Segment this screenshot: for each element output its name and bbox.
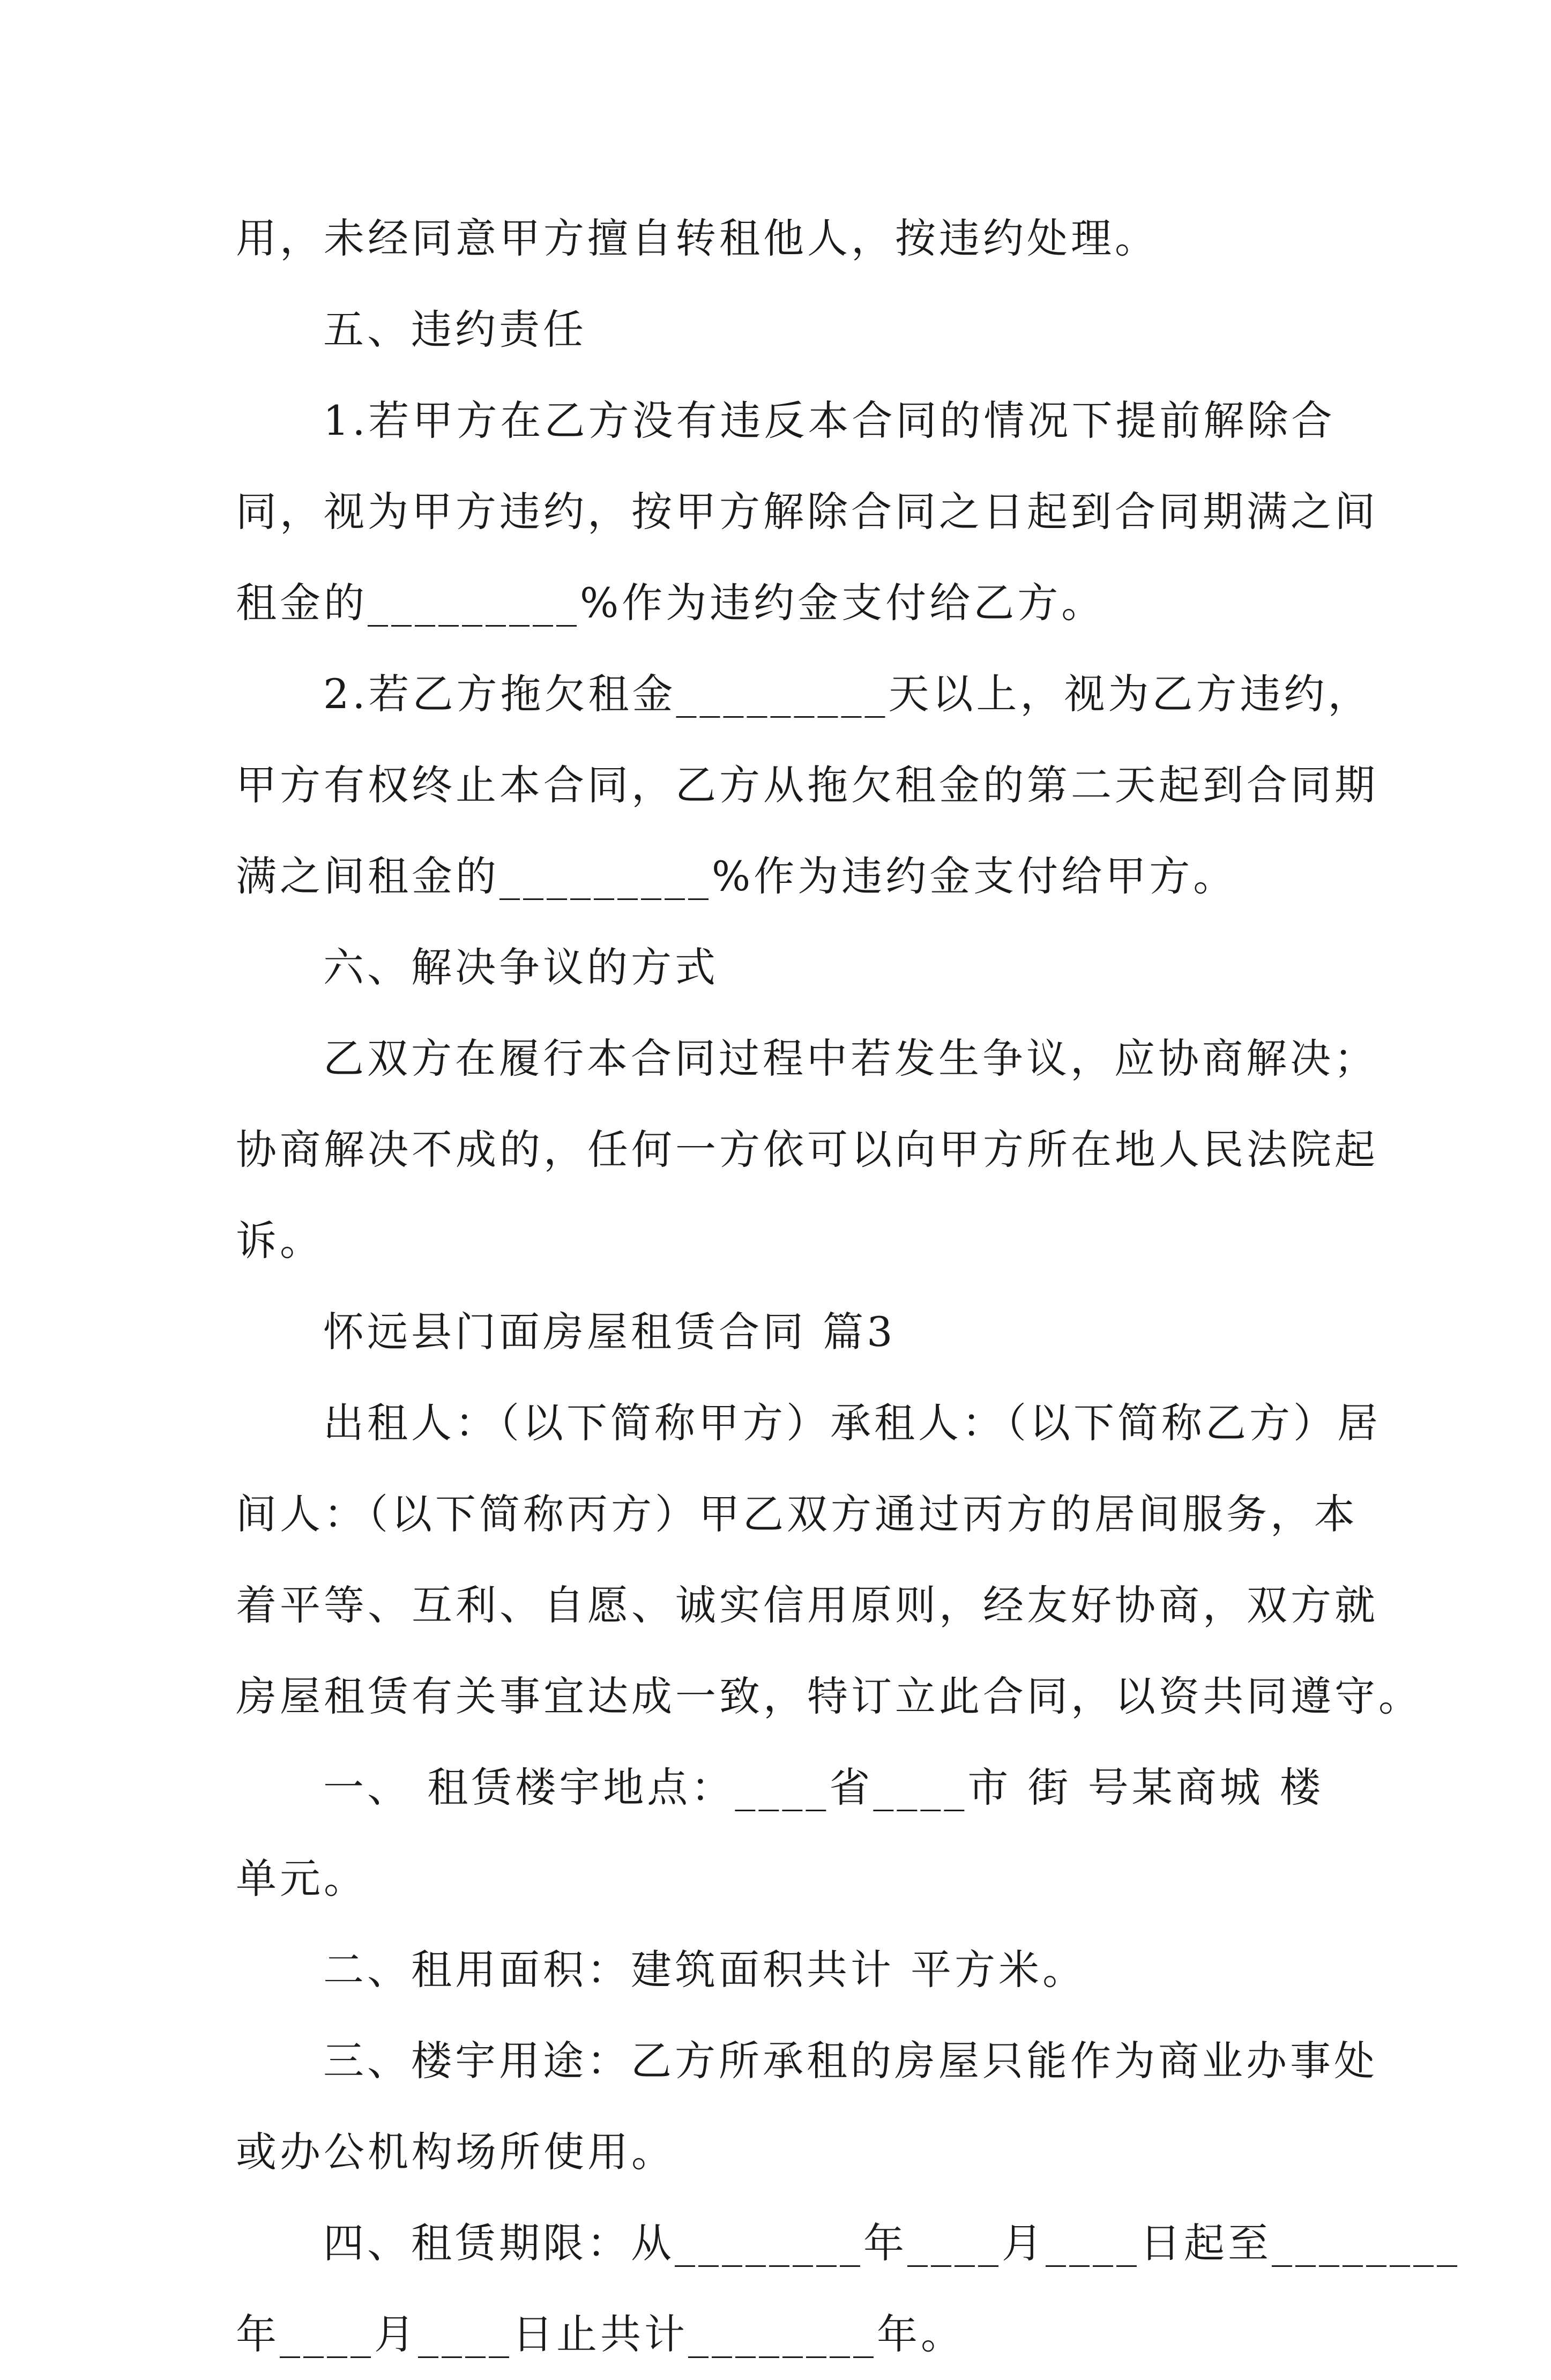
text-line: 协商解决不成的，任何一方依可以向甲方所在地人民法院起 [236,1126,1378,1173]
text-line: 年____月____日止共计________年。 [236,2310,965,2358]
text-line: 或办公机构场所使用。 [236,2128,675,2176]
text-line: 诉。 [236,1217,324,1265]
text-line: 间人：（以下简称丙方）甲乙双方通过丙方的居间服务，本 [236,1490,1358,1538]
text-line: 甲方有权终止本合同，乙方从拖欠租金的第二天起到合同期 [236,761,1378,809]
section-heading: 六、解决争议的方式 [323,943,719,991]
text-line: 一、 租赁楼宇地点：____省____市 街 号某商城 楼 [323,1764,1324,1811]
text-line: 房屋租赁有关事宜达成一致，特订立此合同，以资共同遵守。 [236,1672,1422,1720]
text-line: 用，未经同意甲方擅自转租他人，按违约处理。 [236,214,1159,262]
text-line: 租金的_________%作为违约金支付给乙方。 [236,579,1106,627]
text-line: 二、租用面积：建筑面积共计 平方米。 [323,1946,1087,1994]
text-line: 乙双方在履行本合同过程中若发生争议，应协商解决； [323,1035,1378,1082]
text-line: 着平等、互利、自愿、诚实信用原则，经友好协商，双方就 [236,1581,1378,1629]
document-body [236,193,1460,2380]
text-line: 出租人：（以下简称甲方）承租人：（以下简称乙方）居 [323,1399,1381,1447]
text-line: 单元。 [236,1855,368,1902]
text-line: 满之间租金的_________%作为违约金支付给甲方。 [236,852,1237,900]
text-line: 1.若甲方在乙方没有违反本合同的情况下提前解除合 [323,397,1336,444]
text-line: 同，视为甲方违约，按甲方解除合同之日起到合同期满之间 [236,488,1378,536]
text-line: 2.若乙方拖欠租金_________天以上，视为乙方违约， [323,670,1372,718]
text-line: 三、楼宇用途：乙方所承租的房屋只能作为商业办事处 [323,2037,1378,2085]
text-line: 四、租赁期限：从________年____月____日起至________ [323,2219,1460,2267]
section-heading: 五、违约责任 [323,306,587,353]
document-title: 怀远县门面房屋租赁合同 篇3 [323,1308,896,1356]
